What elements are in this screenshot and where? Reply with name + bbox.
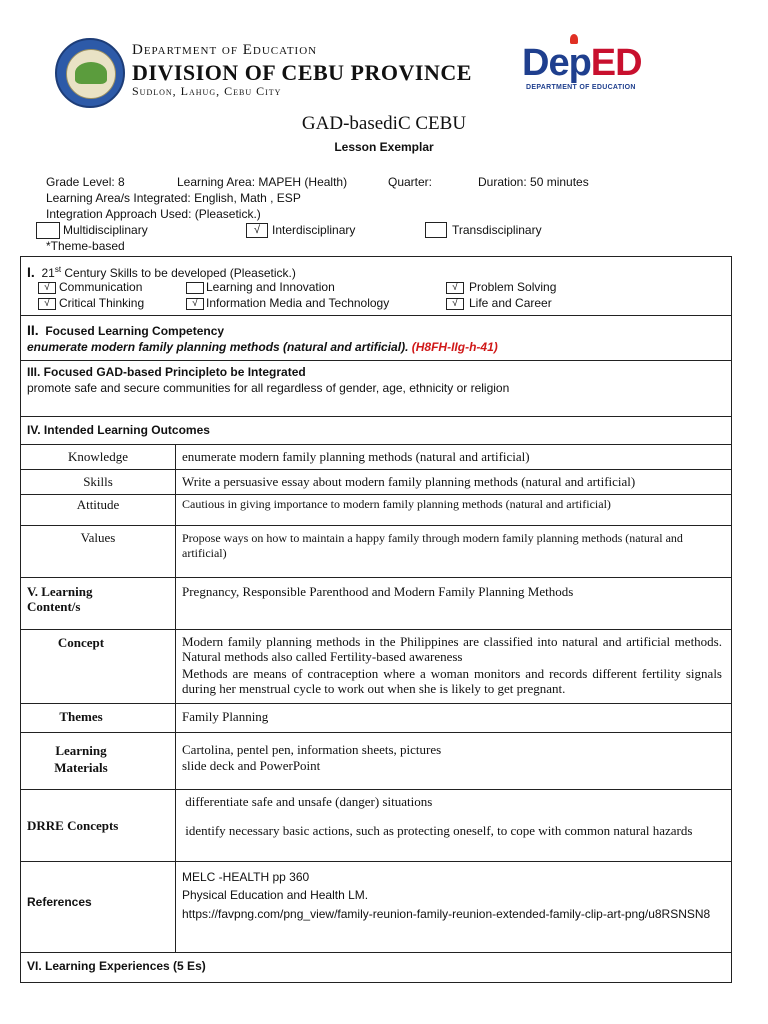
learning-innovation-label: Learning and Innovation (206, 280, 335, 294)
drre-line-1: differentiate safe and unsafe (danger) situations (182, 794, 433, 809)
info-media-checkbox[interactable]: √ (186, 298, 204, 310)
deped-logo: DepED DEPARTMENT OF EDUCATION (522, 40, 642, 98)
outcome-attitude-text: Cautious in giving importance to modern family planning methods (natural and artificial) (182, 497, 611, 511)
page-title: GAD-basediC CEBU (301, 113, 467, 134)
section-5-text: Pregnancy, Responsible Parenthood and Modern Family Planning Methods (182, 584, 574, 599)
section-2-competency: enumerate modern family planning methods (natural and artificial). (H8FH-IIg-h-41) (27, 340, 498, 354)
interdisciplinary-label: Interdisciplinary (272, 223, 356, 237)
theme-based-note: *Theme-based (46, 239, 125, 253)
outcome-values-text: Propose ways on how to maintain a happy family through modern family planning methods (natural and artificial) (182, 531, 683, 560)
communication-label: Communication (59, 280, 143, 294)
division-name: DIVISION OF CEBU PROVINCE (132, 60, 472, 85)
integration-approach: Integration Approach Used: (Pleasetick.) (46, 207, 261, 221)
drre-line-2: identify necessary basic actions, such as protecting oneself, to cope with common natural hazards (182, 823, 693, 838)
materials-line-2: slide deck and PowerPoint (182, 758, 321, 773)
transdisciplinary-checkbox[interactable] (425, 222, 447, 238)
quarter: Quarter: (388, 175, 433, 189)
materials-label: Learning Materials (54, 743, 108, 775)
life-career-checkbox[interactable]: √ (446, 298, 464, 310)
concept-label: Concept (57, 635, 105, 650)
outcome-values-label: Values (80, 530, 116, 545)
section-3-text: promote safe and secure communities for all regardless of gender, age, ethnicity or religion (27, 381, 510, 395)
duration: Duration: 50 minutes (478, 175, 589, 189)
reference-2: Physical Education and Health LM. (182, 888, 369, 902)
outcome-knowledge-label: Knowledge (68, 449, 128, 464)
drre-label: DRRE Concepts (27, 818, 119, 833)
info-media-label: Information Media and Technology (206, 296, 390, 310)
outcome-skills-label: Skills (83, 474, 113, 489)
section-1-title: I. 21st Century Skills to be developed (Pleasetick.) (27, 264, 296, 280)
life-career-label: Life and Career (469, 296, 552, 310)
section-2-title: II. Focused Learning Competency (27, 322, 225, 338)
reference-1: MELC -HEALTH pp 360 (182, 870, 310, 884)
reference-3-link[interactable]: https://favpng.com/png_view/family-reunion-family-reunion-extended-family-clip-art-png/u8RSNSN8 (182, 907, 711, 921)
learning-innovation-checkbox[interactable] (186, 282, 204, 294)
outcome-knowledge-text: enumerate modern family planning methods (natural and artificial) (182, 449, 530, 464)
outcome-attitude-label: Attitude (76, 497, 120, 512)
section-5-label: V. Learning Content/s (27, 584, 93, 614)
interdisciplinary-checkbox[interactable]: √ (246, 223, 268, 238)
communication-checkbox[interactable]: √ (38, 282, 56, 294)
learning-area: Learning Area: MAPEH (Health) (177, 175, 348, 189)
multidisciplinary-label: Multidisciplinary (63, 223, 148, 237)
section-3-title: III. Focused GAD-based Principleto be Integrated (27, 365, 306, 379)
themes-text: Family Planning (182, 709, 269, 724)
concept-text-1: Modern family planning methods in the Philippines are classified into natural and artificial methods. Natural methods also called Fertility-based awareness (182, 634, 722, 664)
page-subtitle: Lesson Exemplar (334, 140, 434, 154)
lesson-table (20, 256, 732, 983)
critical-thinking-label: Critical Thinking (59, 296, 145, 310)
problem-solving-label: Problem Solving (469, 280, 557, 294)
critical-thinking-checkbox[interactable]: √ (38, 298, 56, 310)
concept-text-2: Methods are means of contraception where a woman monitors and records different fertility signals during her menstrual cycle to work out when she is likely to get pregnant. (182, 666, 722, 696)
multidisciplinary-checkbox[interactable] (36, 222, 60, 239)
grade-level: Grade Level: 8 (46, 175, 125, 189)
outcome-skills-text: Write a persuasive essay about modern family planning methods (natural and artificial) (182, 474, 636, 489)
section-6-title: VI. Learning Experiences (5 Es) (27, 959, 206, 973)
cebu-province-seal (55, 38, 125, 108)
section-4-title: IV. Intended Learning Outcomes (27, 423, 210, 437)
references-label: References (27, 895, 92, 909)
problem-solving-checkbox[interactable]: √ (446, 282, 464, 294)
materials-line-1: Cartolina, pentel pen, information sheets, pictures (182, 742, 442, 757)
themes-label: Themes (59, 709, 103, 724)
transdisciplinary-label: Transdisciplinary (452, 223, 542, 237)
division-address: Sudlon, Lahug, Cebu City (132, 84, 282, 98)
areas-integrated: Learning Area/s Integrated: English, Math , ESP (46, 191, 301, 205)
dept-name: Department of Education (132, 42, 318, 58)
